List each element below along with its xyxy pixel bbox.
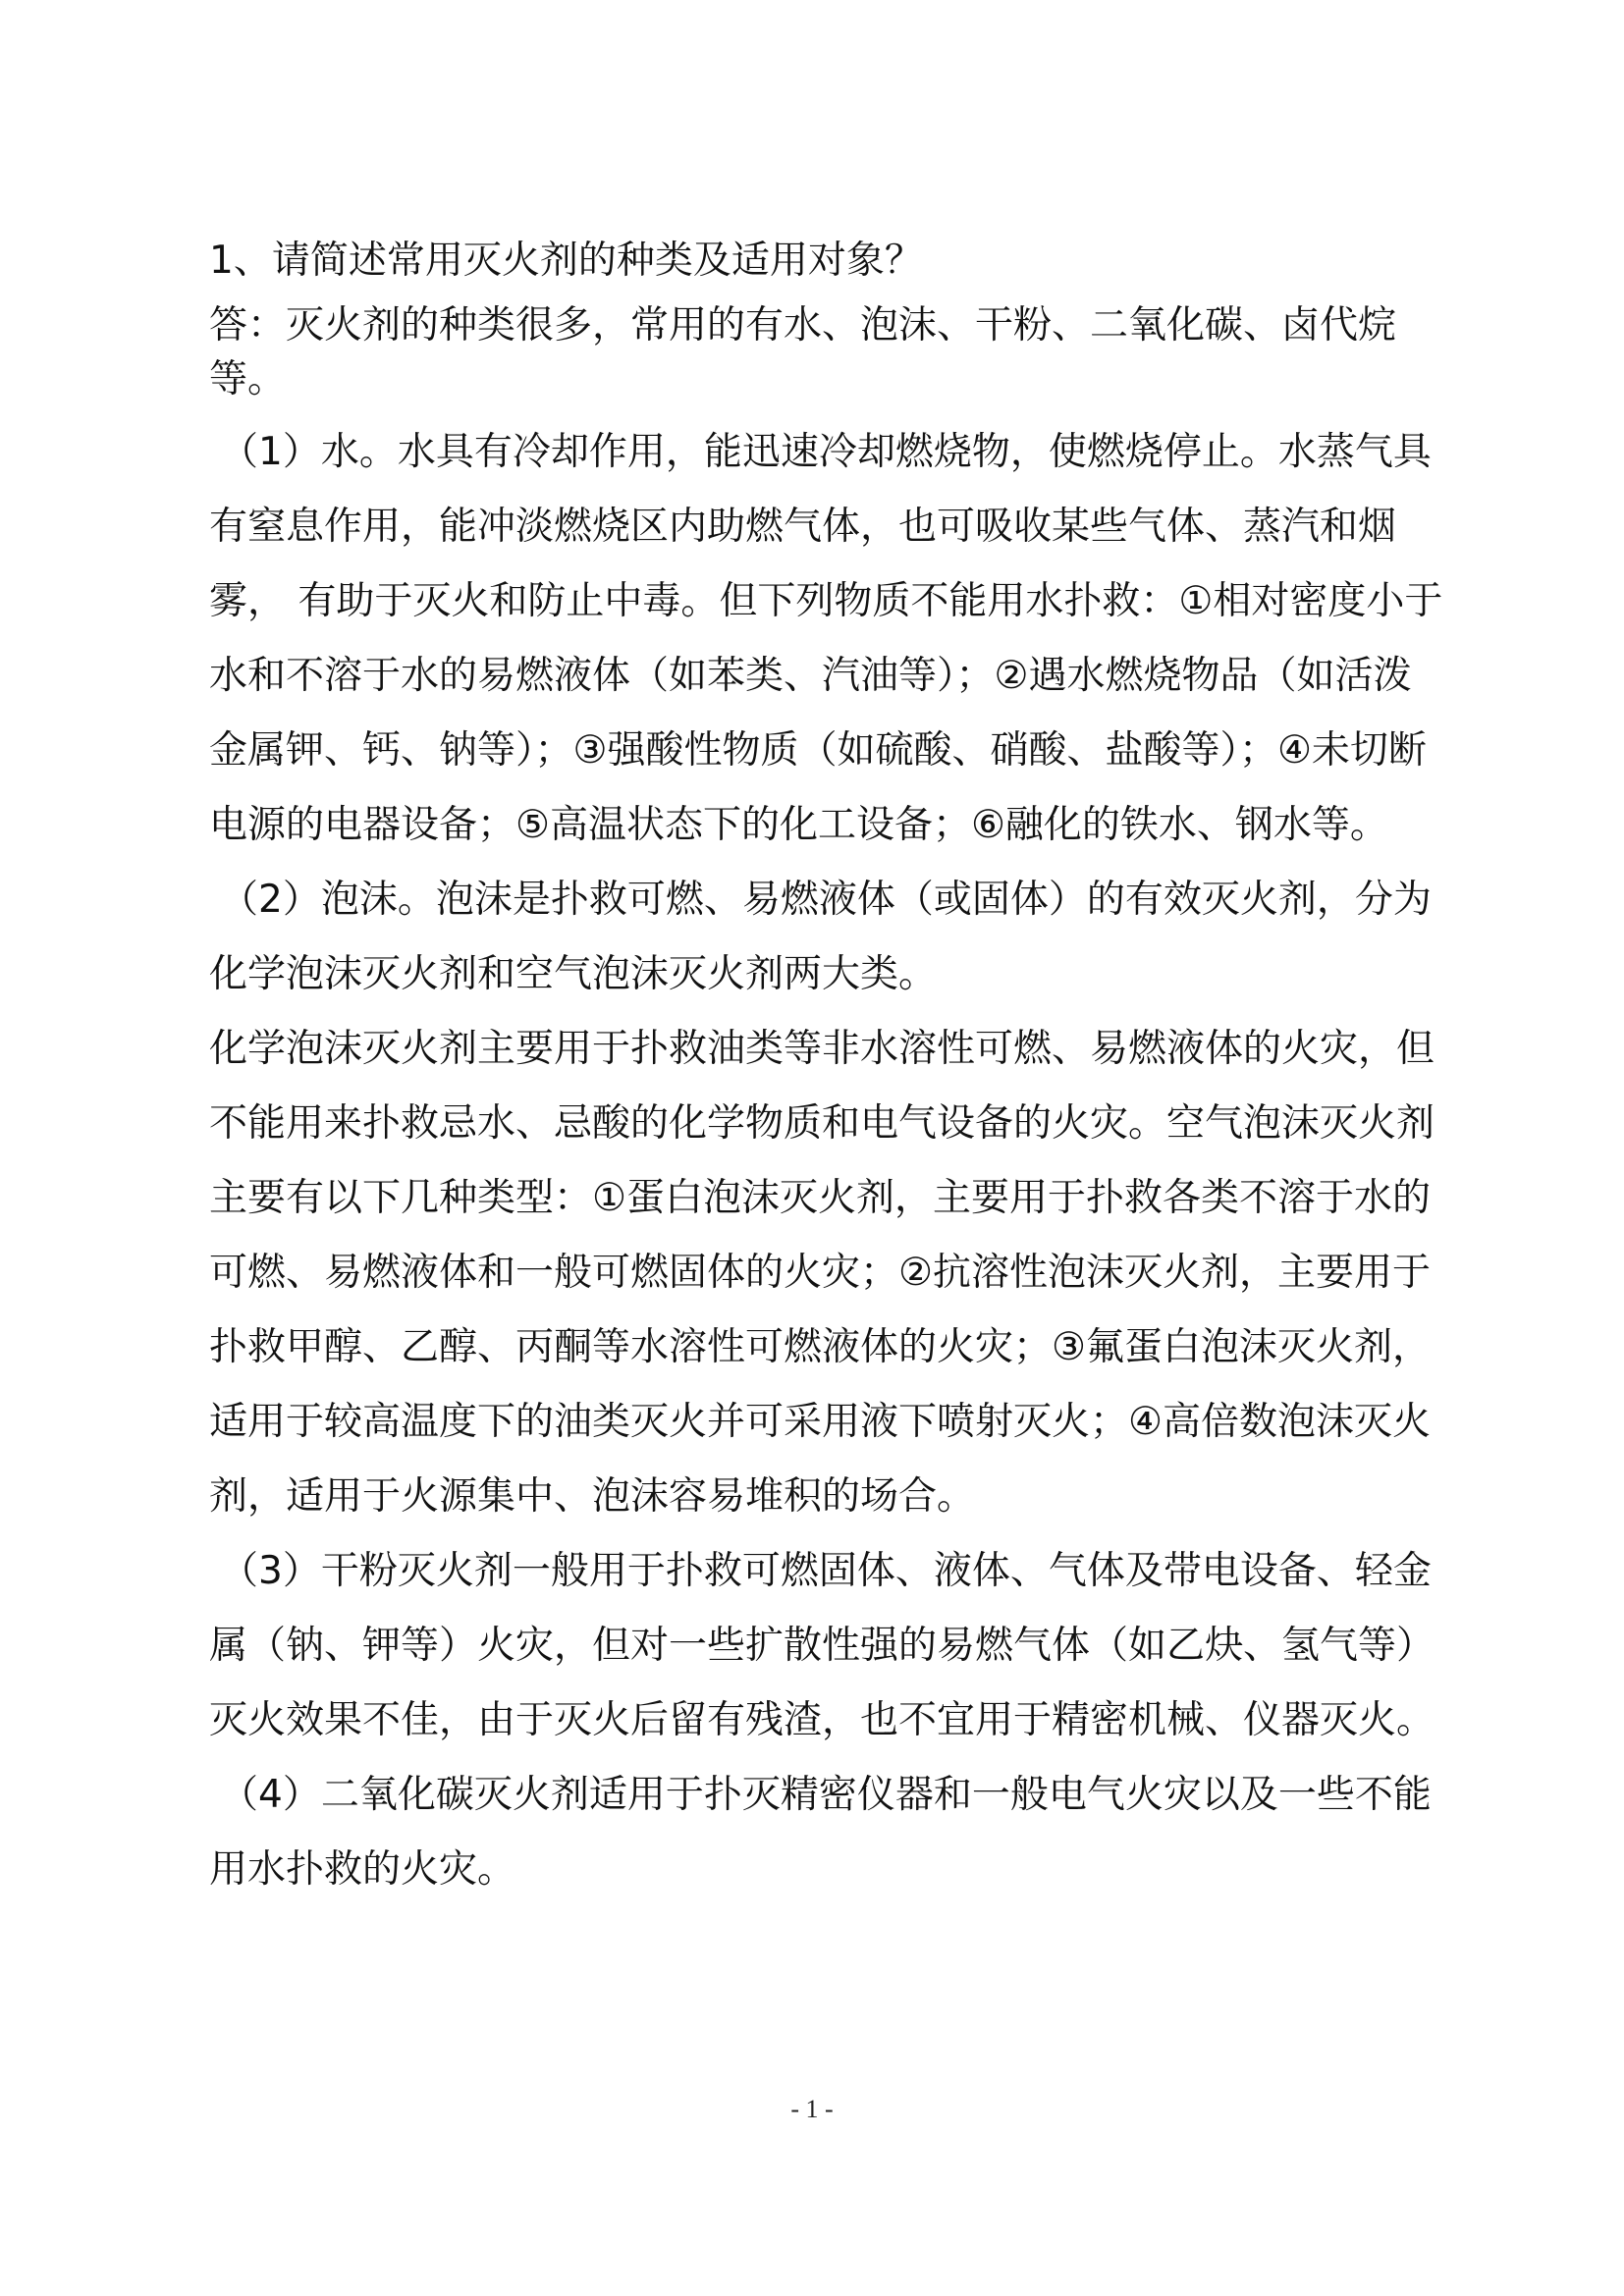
item-powder-paragraph: （3）干粉灭火剂一般用于扑救可燃固体、液体、气体及带电设备、轻金属（钠、钾等）火灾，但对一些扩散性强的易燃气体（如乙炔、氢气等） 灭火效果不佳，由于灭火后留有残渣，也不宜用于精密机械、仪器灭火。 xyxy=(209,1549,1435,1742)
document-body xyxy=(209,224,1448,1907)
question-heading: 1、请简述常用灭火剂的种类及适用对象？ xyxy=(209,239,923,283)
answer-intro: 答：灭火剂的种类很多，常用的有水、泡沫、干粉、二氧化碳、卤代烷等。 xyxy=(209,303,1397,401)
item-water-paragraph: （1）水。水具有冷却作用，能迅速冷却燃烧物，使燃烧停止。水蒸气具有窒息作用，能冲淡燃烧区内助燃气体，也可吸收某些气体、蒸汽和烟雾， 有助于灭火和防止中毒。但下列物质不能用水扑救：①相对密度小于水和不溶于水的易燃液体（如苯类、汽油等）；②遇水燃烧物品（如活泼金属钾、钙、钠等）；③强酸性物质（如硫酸、硝酸、盐酸等）；④未切断电源的电器设备；⑤高温状态下的化工设备；⑥融化的铁水、钢水等。 xyxy=(209,430,1443,847)
item-foam-paragraph: （2）泡沫。泡沫是扑救可燃、易燃液体（或固体）的有效灭火剂，分为化学泡沫灭火剂和空气泡沫灭火剂两大类。 xyxy=(209,878,1432,996)
page-number: - 1 - xyxy=(790,2095,834,2123)
foam-detail-paragraph: 化学泡沫灭火剂主要用于扑救油类等非水溶性可燃、易燃液体的火灾，但不能用来扑救忌水、忌酸的化学物质和电气设备的火灾。空气泡沫灭火剂主要有以下几种类型：①蛋白泡沫灭火剂，主要用于扑救各类不溶于水的可燃、易燃液体和一般可燃固体的火灾；②抗溶性泡沫灭火剂，主要用于扑救甲醇、乙醇、丙酮等水溶性可燃液体的火灾；③氟蛋白泡沫灭火剂， 适用于较高温度下的油类灭火并可采用液下喷射灭火；④高倍数泡沫灭火剂，适用于火源集中、泡沫容易堆积的场合。 xyxy=(209,1027,1435,1519)
item-co2-paragraph: （4）二氧化碳灭火剂适用于扑灭精密仪器和一般电气火灾以及一些不能用水扑救的火灾。 xyxy=(209,1773,1432,1892)
